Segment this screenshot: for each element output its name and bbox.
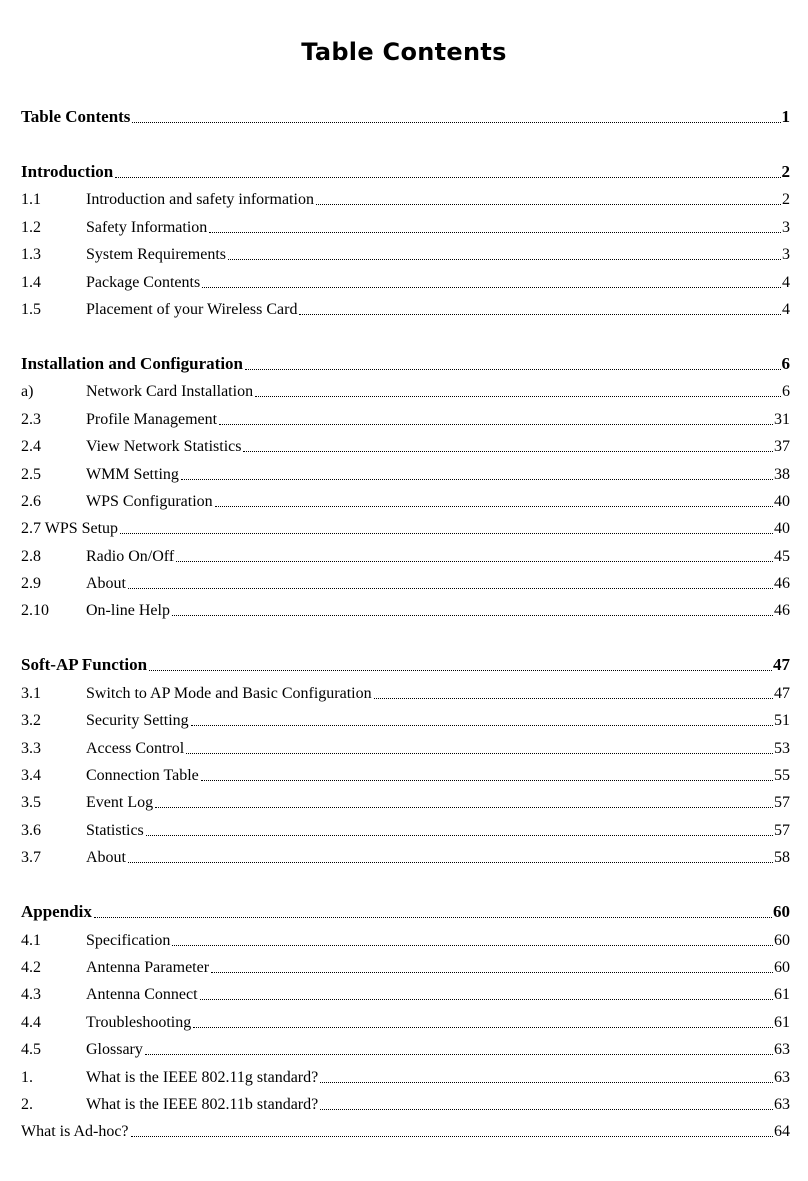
toc-entry-title: Security Setting [86,712,189,730]
toc-entry[interactable] [21,675,790,702]
toc-entry-title: Event Log [86,794,154,812]
toc-entry[interactable] [21,511,790,538]
toc-entry-title: Introduction [21,162,114,181]
toc-entry-number: 2.6 [21,492,41,510]
toc-entry-page-number: 57 [774,821,790,839]
dot-leader [131,1134,773,1137]
toc-section-heading[interactable] [21,890,790,922]
toc-entry[interactable] [21,785,790,812]
dot-leader [316,202,781,205]
toc-entry-number: 1.1 [21,191,41,209]
toc-entry[interactable] [21,703,790,730]
toc-entry-number: 2. [21,1095,33,1113]
toc-entry-page-number: 63 [774,1041,790,1059]
toc-entry-page-number: 61 [774,986,790,1004]
toc-entry-page-number: 37 [774,438,790,456]
toc-entry[interactable] [21,758,790,785]
toc-entry-title: Glossary [86,1041,143,1059]
dot-leader [299,312,781,315]
toc-entry[interactable] [21,456,790,483]
dot-leader [176,559,773,562]
toc-entry-page-number: 40 [774,520,790,538]
toc-entry-title: Specification [86,931,171,949]
toc-entry-page-number: 4 [782,300,790,318]
toc-entry-page-number: 2 [781,162,790,181]
dot-leader [155,805,773,808]
toc-entry[interactable] [21,264,790,291]
dot-leader [94,915,772,918]
toc-entry-title: Soft-AP Function [21,655,148,675]
dot-leader [255,394,781,397]
toc-entry-page-number: 60 [773,902,790,922]
toc-entry-page-number: 3 [782,246,790,264]
toc-entry-page-number: 53 [774,739,790,757]
toc-entry-title: Network Card Installation [86,383,254,401]
toc-entry[interactable] [21,1114,790,1141]
toc-entry-page-number: 63 [774,1095,790,1113]
toc-entry-title: 2.7 WPS Setup [21,520,119,538]
toc-entry-title: Radio On/Off [86,547,175,565]
toc-entry-number: 2.5 [21,465,41,483]
toc-entry-title: About [86,575,126,593]
toc-entry-title: About [86,849,126,867]
dot-leader [172,943,773,946]
dot-leader [181,477,773,480]
toc-entry-title: WMM Setting [86,465,179,483]
toc-entry[interactable] [21,429,790,456]
toc-entry-number: 4.5 [21,1041,41,1059]
toc-entry[interactable] [21,1087,790,1114]
toc-entry[interactable] [21,812,790,839]
toc-entry-number: 2.9 [21,575,41,593]
toc-entry-number: 2.8 [21,547,41,565]
toc-entry-page-number: 38 [774,465,790,483]
dot-leader [145,1052,773,1055]
toc-entry[interactable] [21,1059,790,1086]
dot-leader [202,285,781,288]
toc-entry-page-number: 47 [774,684,790,702]
toc-entry-title: What is the IEEE 802.11g standard? [86,1068,319,1086]
toc-entry-number: 4.2 [21,958,41,976]
toc-section-heading[interactable] [21,643,790,675]
toc-entry[interactable] [21,593,790,620]
toc-entry-number: 1. [21,1068,33,1086]
toc-entry-page-number: 4 [782,273,790,291]
toc-entry-page-number: 6 [781,353,790,373]
toc-entry[interactable] [21,237,790,264]
toc-entry-title: Access Control [86,739,185,757]
toc-entry-title: On-line Help [86,602,170,620]
toc-entry-page-number: 51 [774,712,790,730]
dot-leader [128,860,773,863]
toc-entry-page-number: 57 [774,794,790,812]
toc-entry-title: Introduction and safety information [86,191,314,209]
toc-entry-page-number: 2 [782,191,790,209]
toc-entry-number: 4.1 [21,931,41,949]
toc-entry-title: Appendix [21,902,92,922]
toc-entry[interactable] [21,730,790,757]
toc-entry-title: Safety Information [86,218,208,236]
toc-entry[interactable] [21,292,790,319]
toc-entry-number: 1.2 [21,218,41,236]
toc-entry-number: 3.3 [21,739,41,757]
toc-section-heading[interactable] [21,95,790,127]
toc-entry-number: a) [21,383,34,401]
toc-entry-title: Antenna Parameter [86,958,210,976]
toc-entry-number: 3.6 [21,821,41,839]
toc-entry-page-number: 60 [774,958,790,976]
toc-entry-number: 4.3 [21,986,41,1004]
toc-entry-number: 1.5 [21,300,41,318]
toc-entry-title: WPS Configuration [86,492,213,510]
toc-entry[interactable] [21,950,790,977]
toc-entry[interactable] [21,922,790,949]
toc-entry-page-number: 3 [782,218,790,236]
dot-leader [115,175,780,178]
toc-entry-number: 2.10 [21,602,49,620]
toc-entry[interactable] [21,1004,790,1031]
toc-entry-page-number: 58 [774,849,790,867]
dot-leader [149,668,772,671]
toc-entry-title: Installation and Configuration [21,353,243,373]
toc-entry[interactable] [21,182,790,209]
toc-entry-title: Antenna Connect [86,986,198,1004]
toc-entry-page-number: 64 [774,1123,790,1141]
toc-entry[interactable] [21,374,790,401]
toc-entry-number: 2.3 [21,410,41,428]
dot-leader [193,1025,773,1028]
toc-entry-number: 2.4 [21,438,41,456]
toc-entry-title: Troubleshooting [86,1013,192,1031]
toc-entry-page-number: 47 [773,655,790,675]
toc-entry[interactable] [21,566,790,593]
toc-entry-page-number: 45 [774,547,790,565]
toc-entry-title: System Requirements [86,246,226,264]
toc-entry-title: Statistics [86,821,144,839]
toc-entry-title: What is the IEEE 802.11b standard? [86,1095,319,1113]
toc-entry-number: 1.3 [21,246,41,264]
toc-section-heading[interactable] [21,150,790,182]
dot-leader [228,257,781,260]
dot-leader [186,751,773,754]
toc-entry-title: Placement of your Wireless Card [86,300,298,318]
dot-leader [200,997,773,1000]
toc-entry-page-number: 60 [774,931,790,949]
dot-leader [132,120,780,123]
toc-entry-page-number: 46 [774,575,790,593]
dot-leader [191,723,773,726]
toc-entry-page-number: 46 [774,602,790,620]
dot-leader [320,1080,773,1083]
toc-entry-title: Profile Management [86,410,218,428]
toc-entry-page-number: 40 [774,492,790,510]
toc-entry-number: 1.4 [21,273,41,291]
dot-leader [172,613,773,616]
toc-entry-title: View Network Statistics [86,438,242,456]
dot-leader [374,696,773,699]
dot-leader [201,778,773,781]
toc-entry-number: 3.4 [21,767,41,785]
toc-entry-number: 3.2 [21,712,41,730]
toc-entry-number: 4.4 [21,1013,41,1031]
page-title: Table Contents [301,38,507,66]
toc-entry[interactable] [21,484,790,511]
toc-entry-title: What is Ad-hoc? [21,1123,129,1141]
dot-leader [245,367,781,370]
dot-leader [120,531,773,534]
toc-entry[interactable] [21,1032,790,1059]
toc-entry-page-number: 55 [774,767,790,785]
table-of-contents [21,95,790,1141]
toc-entry[interactable] [21,840,790,867]
dot-leader [320,1107,773,1110]
dot-leader [243,449,773,452]
toc-entry[interactable] [21,401,790,428]
toc-entry-title: Table Contents [21,107,131,126]
toc-entry[interactable] [21,209,790,236]
toc-entry[interactable] [21,977,790,1004]
toc-entry-number: 3.1 [21,684,41,702]
dot-leader [211,970,773,973]
toc-section-heading[interactable] [21,342,790,374]
dot-leader [209,230,781,233]
toc-entry-page-number: 63 [774,1068,790,1086]
toc-entry-number: 3.7 [21,849,41,867]
toc-entry[interactable] [21,538,790,565]
toc-entry-page-number: 1 [781,107,790,126]
toc-entry-title: Switch to AP Mode and Basic Configuration [86,684,372,702]
dot-leader [128,586,773,589]
toc-entry-title: Connection Table [86,767,199,785]
toc-entry-title: Package Contents [86,273,201,291]
dot-leader [146,833,773,836]
dot-leader [219,422,773,425]
dot-leader [215,504,773,507]
toc-entry-page-number: 31 [774,410,790,428]
toc-entry-number: 3.5 [21,794,41,812]
toc-entry-page-number: 6 [782,383,790,401]
toc-entry-page-number: 61 [774,1013,790,1031]
